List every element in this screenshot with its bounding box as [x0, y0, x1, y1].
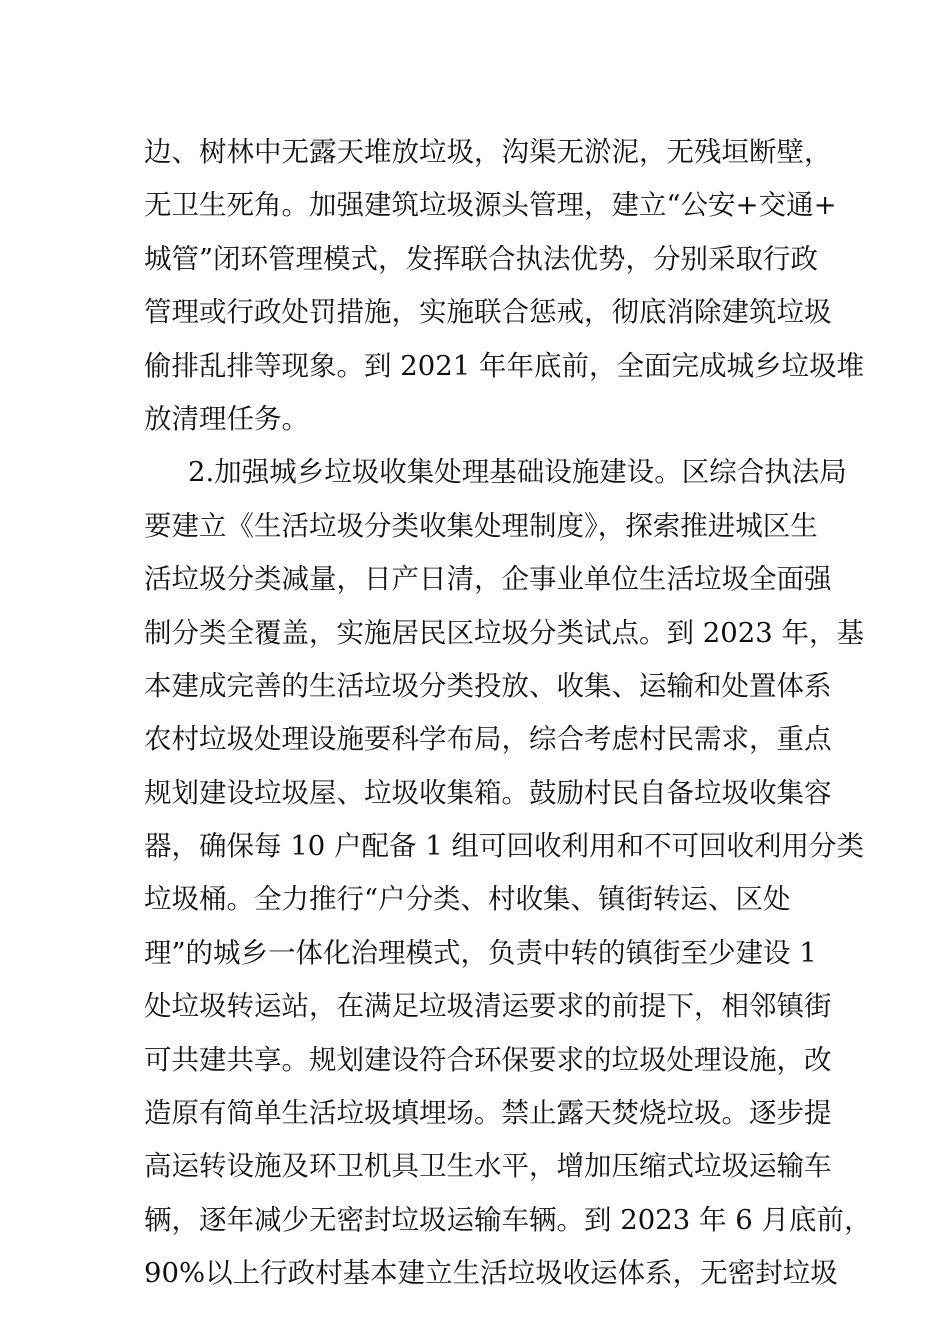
text-line: 管理或行政处罚措施，实施联合惩戒，彻底消除建筑垃圾 — [144, 296, 832, 329]
text-line: 制分类全覆盖，实施居民区垃圾分类试点。到 2023 年，基 — [144, 616, 864, 649]
text-line: 器，确保每 10 户配备 1 组可回收利用和不可回收利用分类 — [144, 830, 864, 863]
text-line: 可共建共享。规划建设符合环保要求的垃圾处理设施，改 — [144, 1043, 832, 1076]
text-line: 辆，逐年减少无密封垃圾运输车辆。到 2023 年 6 月底前， — [144, 1203, 872, 1236]
body-text — [144, 126, 872, 1301]
text-line: 90%以上行政村基本建立生活垃圾收运体系，无密封垃圾 — [144, 1257, 838, 1290]
text-line: 无卫生死角。加强建筑垃圾源头管理，建立“公安+交通+ — [144, 189, 837, 222]
text-line: 规划建设垃圾屋、垃圾收集箱。鼓励村民自备垃圾收集容 — [144, 776, 832, 809]
text-line: 垃圾桶。全力推行“户分类、村收集、镇街转运、区处 — [144, 883, 791, 916]
text-line: 理”的城乡一体化治理模式，负责中转的镇街至少建设 1 — [144, 936, 817, 969]
text-line: 活垃圾分类减量，日产日清，企事业单位生活垃圾全面强 — [144, 563, 832, 596]
text-line: 边、树林中无露天堆放垃圾，沟渠无淤泥，无残垣断壁， — [144, 136, 832, 168]
section-heading-line: 2.加强城乡垃圾收集处理基础设施建设。区综合执法局 — [188, 456, 847, 489]
text-line: 偷排乱排等现象。到 2021 年年底前，全面完成城乡垃圾堆 — [144, 349, 864, 382]
text-line: 造原有简单生活垃圾填埋场。禁止露天焚烧垃圾。逐步提 — [144, 1097, 832, 1130]
text-line: 处垃圾转运站，在满足垃圾清运要求的前提下，相邻镇街 — [144, 990, 832, 1023]
text-line: 城管”闭环管理模式，发挥联合执法优势，分别采取行政 — [144, 242, 819, 275]
text-line: 要建立《生活垃圾分类收集处理制度》，探索推进城区生 — [144, 509, 818, 542]
text-line: 高运转设施及环卫机具卫生水平，增加压缩式垃圾运输车 — [144, 1150, 832, 1183]
text-line: 放清理任务。 — [144, 402, 309, 435]
text-line: 农村垃圾处理设施要科学布局，综合考虑村民需求，重点 — [144, 723, 832, 756]
text-line: 本建成完善的生活垃圾分类投放、收集、运输和处置体系 — [144, 669, 832, 702]
